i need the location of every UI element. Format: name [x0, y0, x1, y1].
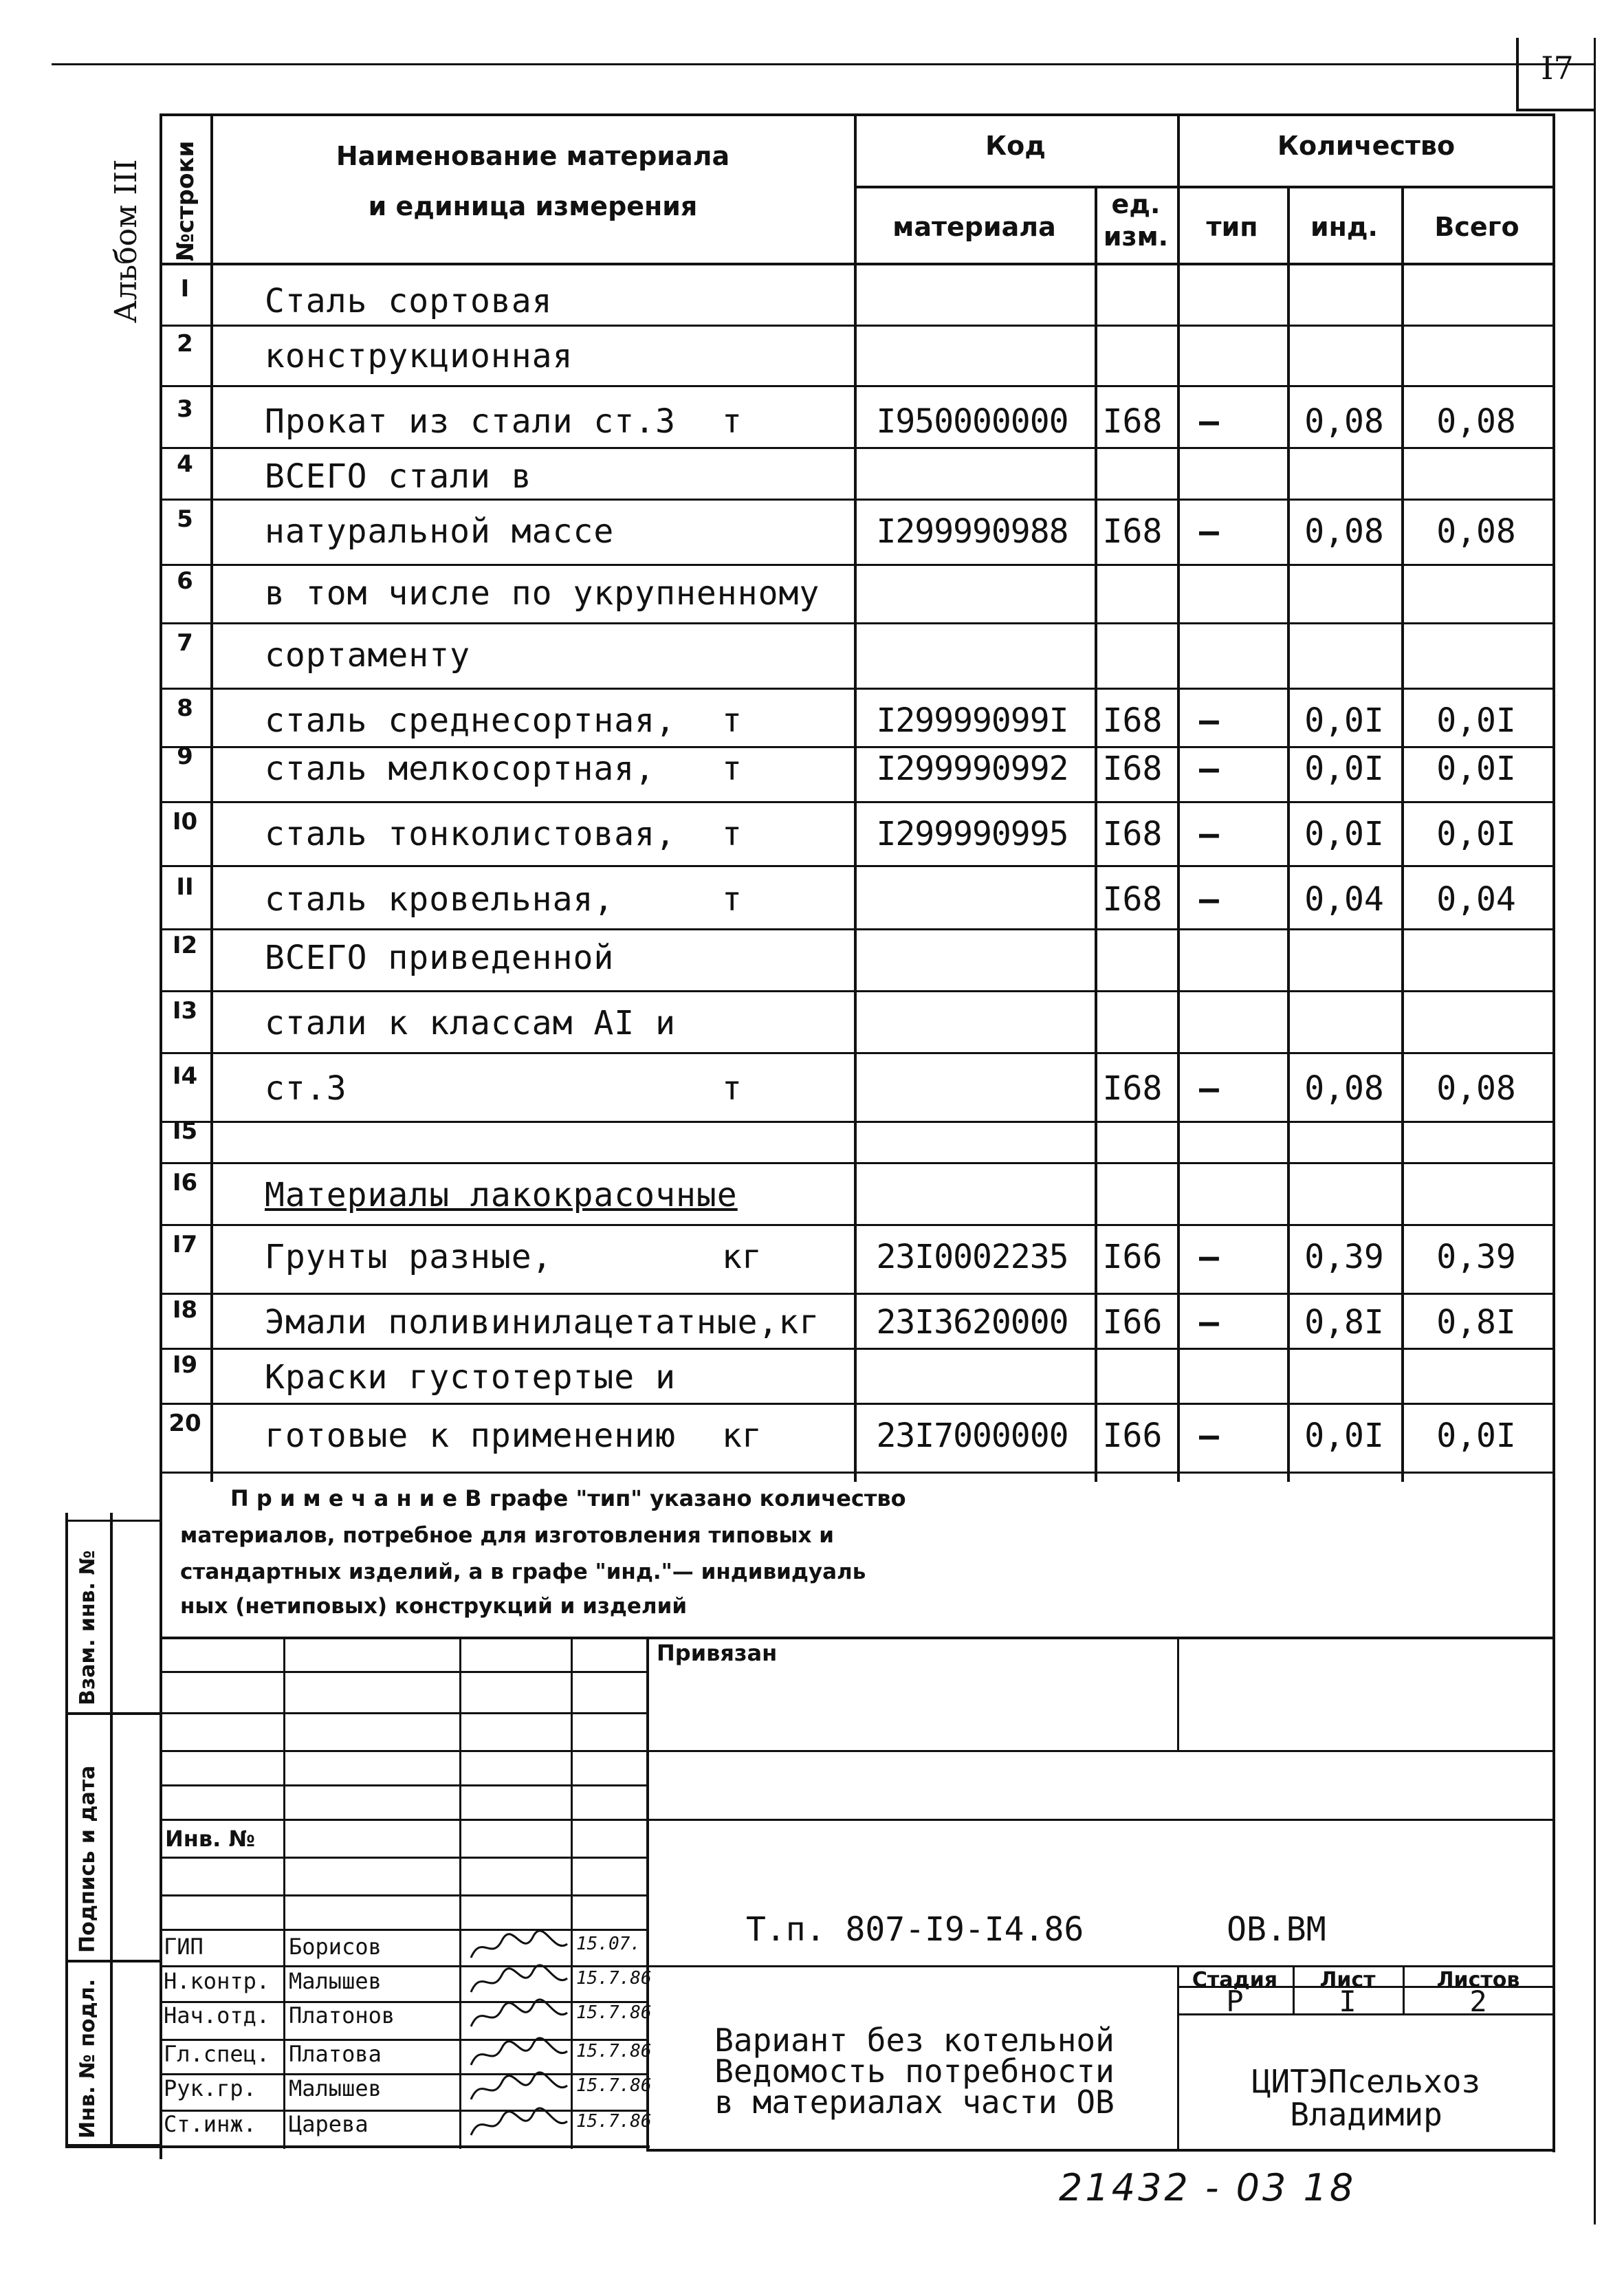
person-date: 15.7.86 — [576, 2041, 652, 2062]
row-unit-code: I66 — [1102, 1238, 1163, 1276]
header-name-line2: и единица измерения — [368, 191, 698, 221]
row-ind: 0,0I — [1304, 750, 1384, 788]
row-tip: – — [1199, 1238, 1219, 1276]
row-tip: – — [1199, 701, 1219, 740]
row-unit-code: I68 — [1102, 701, 1163, 740]
org-name-1: ЦИТЭПсельхоз — [1251, 2063, 1481, 2100]
row-number: 20 — [168, 1410, 201, 1437]
side-inv-podl: Инв. № подл. — [76, 1978, 100, 2139]
header-ed: ед. — [1111, 189, 1161, 219]
row-ind: 0,39 — [1304, 1238, 1384, 1276]
row-unit: т — [722, 701, 742, 740]
doc-suffix: ОВ.ВМ — [1227, 1910, 1326, 1949]
row-tip: – — [1199, 1303, 1219, 1342]
row-number: I7 — [172, 1231, 198, 1258]
doc-code: Т.п. 807-I9-I4.86 — [746, 1910, 1084, 1949]
row-number: 5 — [177, 505, 193, 533]
row-ind: 0,0I — [1304, 1417, 1384, 1455]
row-unit-code: I68 — [1102, 750, 1163, 788]
header-quantity: Количество — [1277, 131, 1456, 161]
person-name: Малышев — [289, 2075, 382, 2101]
row-unit-code: I66 — [1102, 1303, 1163, 1342]
note-title: П р и м е ч а н и е — [230, 1485, 458, 1511]
header-material: материала — [892, 212, 1056, 242]
note-line2: материалов, потребное для изготовления типовых и — [180, 1523, 835, 1548]
row-name: Прокат из стали ст.3 — [265, 402, 676, 441]
row-name: Грунты разные, — [265, 1238, 553, 1276]
note-line4: ных (нетиповых) конструкций и изделий — [180, 1594, 688, 1619]
row-ind: 0,08 — [1304, 1069, 1384, 1108]
person-role: Н.контр. — [164, 1968, 270, 1994]
row-unit-code: I68 — [1102, 815, 1163, 853]
header-izm: изм. — [1103, 221, 1169, 252]
row-code: I299990988 — [876, 512, 1068, 551]
person-role: Ст.инж. — [164, 2111, 256, 2137]
row-tip: – — [1199, 1417, 1219, 1455]
row-name: ВСЕГО стали в — [265, 457, 532, 496]
row-total: 0,08 — [1436, 512, 1516, 551]
row-number: I — [180, 275, 190, 303]
person-role: Гл.спец. — [164, 2041, 270, 2067]
person-role: Нач.отд. — [164, 2002, 270, 2029]
row-name: сталь кровельная, — [265, 880, 615, 919]
person-date: 15.7.86 — [576, 2075, 652, 2096]
row-number: 4 — [177, 450, 193, 478]
header-name-line1: Наименование материала — [336, 141, 730, 171]
row-unit-code: I66 — [1102, 1417, 1163, 1455]
row-tip: – — [1199, 1069, 1219, 1108]
row-number: II — [176, 873, 194, 901]
header-ind: инд. — [1310, 212, 1378, 242]
row-code: I29999099I — [876, 701, 1068, 740]
row-total: 0,8I — [1436, 1303, 1516, 1342]
row-code: 23I7000000 — [876, 1417, 1068, 1455]
row-unit: т — [722, 815, 742, 853]
row-total: 0,0I — [1436, 701, 1516, 740]
row-total: 0,0I — [1436, 815, 1516, 853]
row-unit: кг — [722, 1417, 762, 1455]
org-name-2: Владимир — [1290, 2096, 1442, 2133]
row-tip: – — [1199, 815, 1219, 853]
row-total: 0,0I — [1436, 750, 1516, 788]
row-ind: 0,8I — [1304, 1303, 1384, 1342]
row-total: 0,08 — [1436, 402, 1516, 441]
row-number: I5 — [172, 1117, 198, 1145]
row-unit: т — [722, 1069, 742, 1108]
note-line1: В графе "тип" указано количество — [465, 1485, 906, 1511]
listov-label: Листов — [1436, 1968, 1520, 1992]
row-ind: 0,08 — [1304, 402, 1384, 441]
person-date: 15.7.86 — [576, 1968, 652, 1989]
row-total: 0,08 — [1436, 1069, 1516, 1108]
row-ind: 0,04 — [1304, 880, 1384, 919]
row-name: Эмали поливинилацетатные,кг — [265, 1303, 820, 1342]
row-unit-code: I68 — [1102, 1069, 1163, 1108]
row-number: I4 — [172, 1062, 198, 1090]
stadiya-label: Стадия — [1192, 1968, 1278, 1992]
row-number: 2 — [177, 330, 193, 358]
row-code: I299990992 — [876, 750, 1068, 788]
row-unit: т — [722, 880, 742, 919]
row-tip: – — [1199, 750, 1219, 788]
row-unit: кг — [722, 1238, 762, 1276]
row-unit: т — [722, 750, 742, 788]
inv-no-label: Инв. № — [165, 1826, 255, 1852]
signature-scribble — [468, 1996, 571, 2037]
row-number: I6 — [172, 1169, 198, 1196]
row-name: сортаменту — [265, 636, 470, 675]
row-number: I2 — [172, 932, 198, 959]
row-number: 3 — [177, 395, 193, 423]
person-date: 15.7.86 — [576, 2111, 652, 2132]
row-number: 6 — [177, 567, 193, 595]
person-date: 15.07. — [576, 1934, 641, 1954]
row-number: 9 — [177, 743, 193, 770]
row-number: I9 — [172, 1351, 198, 1379]
album-label: Альбом III — [109, 159, 144, 323]
row-total: 0,04 — [1436, 880, 1516, 919]
row-total: 0,39 — [1436, 1238, 1516, 1276]
row-tip: – — [1199, 512, 1219, 551]
row-number: 8 — [177, 695, 193, 722]
footer-code: 21432 - 03 18 — [1059, 2166, 1357, 2209]
row-name: готовые к применению — [265, 1417, 676, 1455]
header-row-no: №строки — [172, 140, 199, 261]
row-total: 0,0I — [1436, 1417, 1516, 1455]
row-code: I950000000 — [876, 402, 1068, 441]
row-ind: 0,0I — [1304, 701, 1384, 740]
person-role: ГИП — [164, 1934, 204, 1960]
privyazan-label: Привязан — [657, 1640, 778, 1666]
row-name: ст.3 — [265, 1069, 347, 1108]
row-name: Сталь сортовая — [265, 282, 553, 320]
row-code: 23I0002235 — [876, 1238, 1068, 1276]
person-role: Рук.гр. — [164, 2075, 256, 2101]
row-name: ВСЕГО приведенной — [265, 939, 615, 977]
row-ind: 0,0I — [1304, 815, 1384, 853]
header-code: Код — [985, 131, 1046, 161]
listov-value: 2 — [1469, 1985, 1487, 2018]
doc-title-1: Вариант без котельной — [714, 2022, 1115, 2059]
row-number: 7 — [177, 629, 193, 657]
note-line3: стандартных изделий, а в графе "инд."— индивидуаль — [180, 1560, 866, 1584]
person-name: Платова — [289, 2041, 382, 2067]
signature-scribble — [468, 2068, 571, 2110]
row-tip: – — [1199, 402, 1219, 441]
person-date: 15.7.86 — [576, 2002, 652, 2023]
row-number: I8 — [172, 1296, 198, 1324]
row-number: I3 — [172, 997, 198, 1025]
row-unit-code: I68 — [1102, 512, 1163, 551]
doc-title-3: в материалах части ОВ — [714, 2084, 1115, 2121]
row-unit: т — [722, 402, 742, 441]
row-name: стали к классам AI и — [265, 1004, 676, 1042]
person-name: Малышев — [289, 1968, 382, 1994]
row-number: I0 — [172, 808, 198, 835]
row-name: сталь мелкосортная, — [265, 750, 656, 788]
row-ind: 0,08 — [1304, 512, 1384, 551]
person-name: Борисов — [289, 1934, 382, 1960]
signature-scribble — [468, 2104, 571, 2145]
row-name: конструкционная — [265, 337, 573, 375]
row-code: 23I3620000 — [876, 1303, 1068, 1342]
row-name: Краски густотертые и — [265, 1358, 676, 1397]
side-podpis: Подпись и дата — [76, 1765, 100, 1953]
row-name: в том числе по укрупненному — [265, 574, 820, 613]
list-label: Лист — [1319, 1968, 1376, 1992]
doc-title-2: Ведомость потребности — [714, 2053, 1115, 2090]
row-name: Материалы лакокрасочные — [265, 1176, 738, 1214]
header-vsego: Всего — [1434, 212, 1519, 242]
row-unit-code: I68 — [1102, 402, 1163, 441]
header-tip: тип — [1206, 212, 1258, 242]
stadiya-value: Р — [1226, 1985, 1244, 2018]
row-code: I299990995 — [876, 815, 1068, 853]
row-name: натуральной массе — [265, 512, 615, 551]
page-number: I7 — [1541, 50, 1574, 87]
row-name: сталь среднесортная, — [265, 701, 676, 740]
side-vzam: Взам. инв. № — [76, 1550, 100, 1705]
row-tip: – — [1199, 880, 1219, 919]
row-name: сталь тонколистовая, — [265, 815, 676, 853]
person-name: Платонов — [289, 2002, 395, 2029]
person-name: Царева — [289, 2111, 369, 2137]
row-unit-code: I68 — [1102, 880, 1163, 919]
list-value: I — [1339, 1985, 1357, 2018]
